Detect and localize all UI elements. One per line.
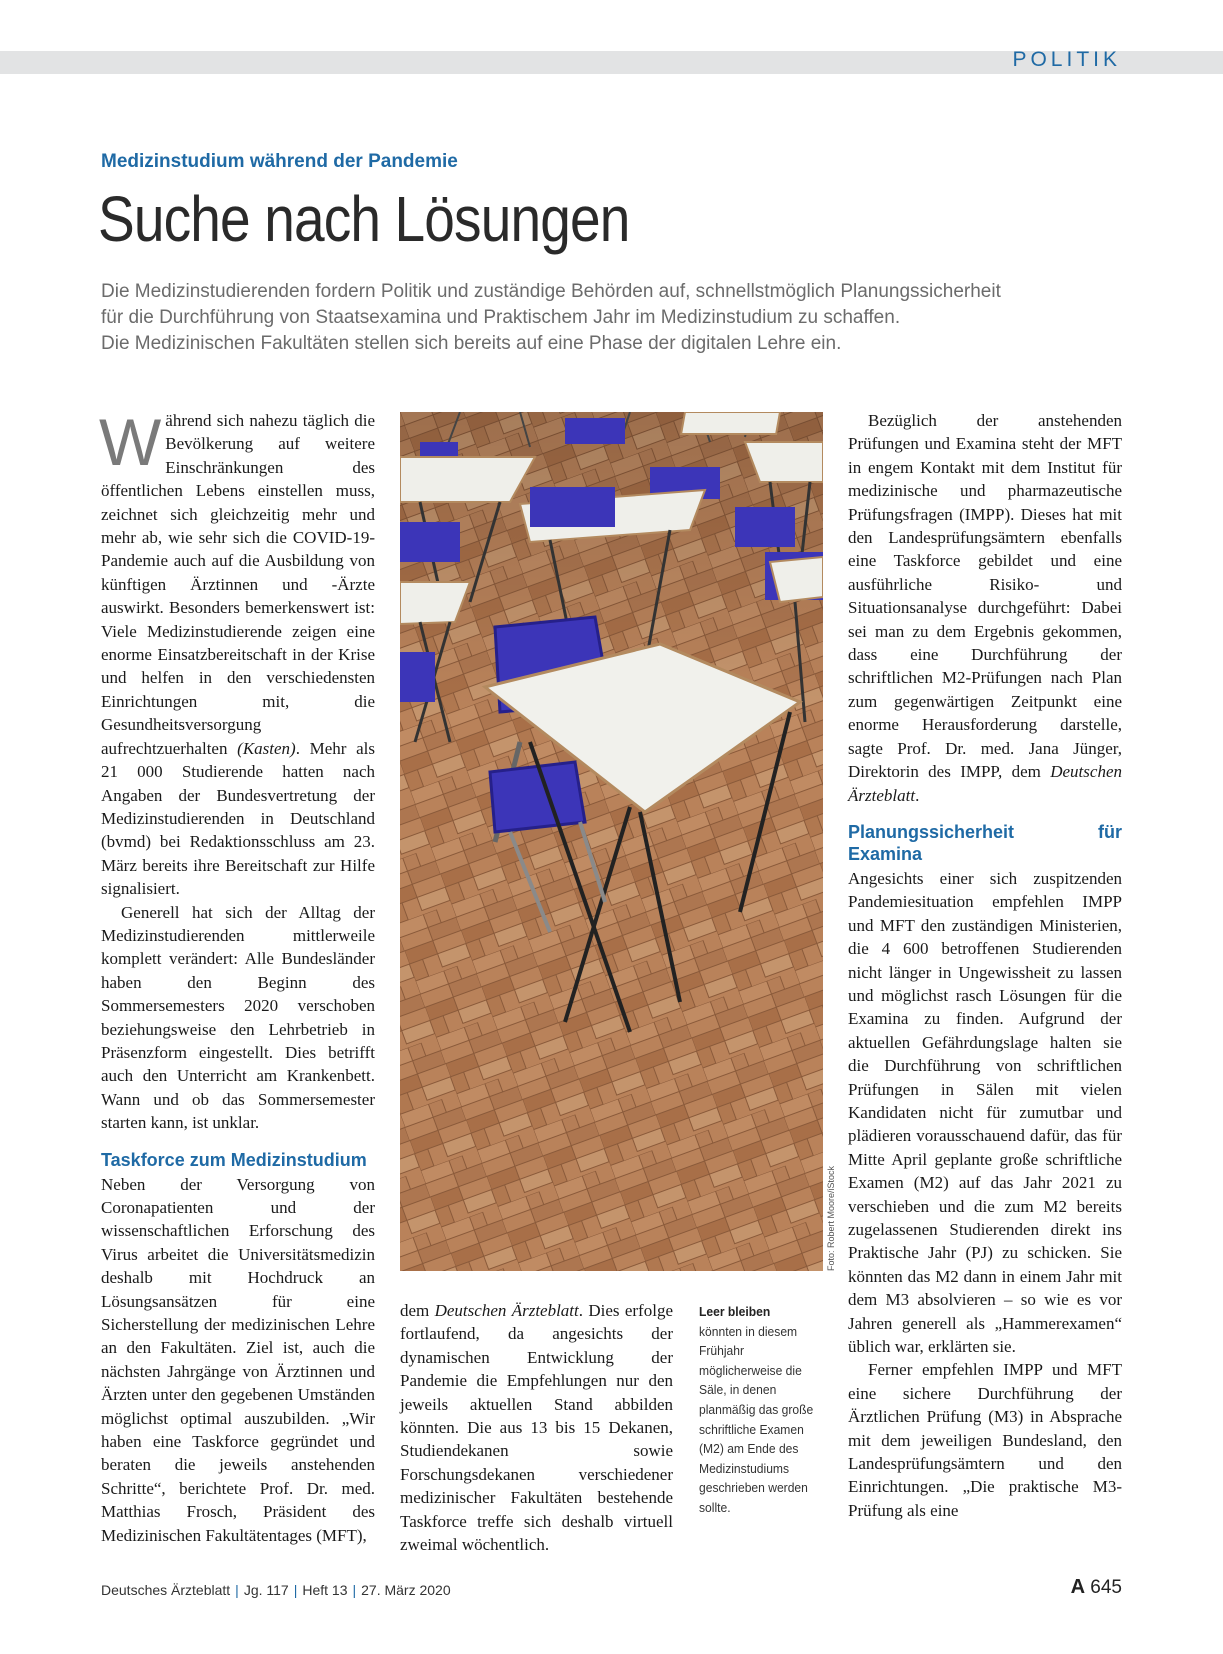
issue-date: 27. März 2020 [361,1582,451,1598]
text-column-1 [99,405,375,1547]
page-footer: Deutsches Ärzteblatt | Jg. 117 | Heft 13 | 27. März 2020 [101,1582,451,1598]
lead-line: Die Medizinischen Fakultäten stellen sich bereits auf eine Phase der digitalen Lehre ein. [101,333,842,354]
drop-cap: W [99,405,162,479]
box-reference: (Kasten) [237,738,296,758]
journal-name: Deutsches Ärzteblatt [101,1582,231,1598]
volume: Jg. 117 [243,1582,289,1598]
paragraph: Angesichts einer sich zuspitzenden Pandemiesituation empfehlen IMPP und MFT den zuständigen Ministerien, die 4 600 betroffenen Studierenden nicht länger in Ungewissheit zu lassen und möglichst rasch Lösungen für die Examina zu finden. Aufgrund der aktuellen Gefährdungslage halten sie die Durchführung von schriftlichen Prüfungen in Sälen mit vielen Kandidaten nicht für zumutbar und plädieren vorausschauend dafür, das für Mitte April geplante große schriftliche Examen (M2) auf das Jahr 2021 zu verschieben und die zum M2 bereits zugelassenen Studierenden direkt ins Praktische Jahr (PJ) zu schicken. Sie könnten das M2 dann in einem Jahr mit dem M3 absolvieren – so wie es vor Jahren generell als „Hammerexamen“ üblich war, erklärten sie. [848,868,1122,1357]
subheading: Taskforce zum Medizinstudium [101,1149,367,1170]
photo-caption: Leer bleiben könnten in diesem Frühjahr möglicherweise die Säle, in denen planmäßig das große schriftliche Examen (M2) am Ende des Medizinstudiums geschrieben werden sollte. [699,1304,814,1515]
article-photo [400,412,823,1271]
lead-line: für die Durchführung von Staatsexamina und Praktischem Jahr im Medizinstudium zu schaffen. [101,307,901,328]
page-number: A 645 [1070,1576,1122,1598]
article-title: Suche nach Lösungen [98,183,630,255]
text-column-2 [400,1299,673,1556]
article-kicker: Medizinstudium während der Pandemie [101,151,458,172]
paragraph: Generell hat sich der Alltag der Medizinstudierenden mittlerweile komplett verändert: Alle Bundesländer haben den Beginn des Sommersemesters 2020 verschoben beziehungsweise den Lehrbetrieb in Präsenzform eingestellt. Dies betrifft auch den Unterricht am Krankenbett. Wann und ob das Sommersemester starten kann, ist unklar. [101,902,375,1133]
caption-lead: Leer bleiben [699,1304,771,1319]
exam-hall-photo-icon [400,412,823,1271]
issue: Heft 13 [302,1582,348,1598]
article-lead [101,279,1111,357]
section-label: POLITIK [1012,48,1121,71]
text-column-3 [848,409,1122,1522]
lead-line: Die Medizinstudierenden fordern Politik und zuständige Behörden auf, schnellstmöglich Planungssicherheit [101,281,1001,302]
paragraph: dem Deutschen Ärzteblatt. Dies erfolge fortlaufend, da angesichts der dynamischen Entwicklung der Pandemie die Empfehlungen nur den jeweils aktuellen Stand abbilden könnten. Die aus 13 bis 15 Dekanen, Studiendekanen sowie Forschungsdekanen verschiedener medizinischer Fakultäten bestehende Taskforce treffe sich deshalb virtuell zweimal wöchentlich. [400,1301,673,1555]
paragraph: Bezüglich der anstehenden Prüfungen und Examina steht der MFT in engem Kontakt mit dem Institut für medizinische und pharmazeutische Prüfungsfragen (IMPP). Dieses hat mit den Landesprüfungsämtern ebenfalls eine Taskforce gebildet und eine ausführliche Risiko- und Situationsanalyse durchgeführt: Dabei sei man zu dem Ergebnis gekommen, dass eine Durchführung der schriftlichen M2-Prüfungen nach Plan zum gegenwärtigen Zeitpunkt eine enorme Herausforderung darstelle, sagte Prof. Dr. med. Jana Jünger, Direktorin des IMPP, dem Deutschen Ärzteblatt. [848,411,1122,805]
paragraph: Neben der Versorgung von Coronapatienten und der wissenschaftlichen Erforschung des Virus arbeitet die Universitätsmedizin deshalb mit Hochdruck an Lösungsansätzen für eine Sicherstellung der medizinischen Lehre an den Fakultäten. Ziel ist, auch die nächsten Jahrgänge von Ärztinnen und Ärzten unter den gegebenen Umständen möglichst optimal auszubilden. „Wir haben eine Taskforce gegründet und beraten die jeweils anstehenden Schritte“, berichtete Prof. Dr. med. Matthias Frosch, Präsident des Medizinischen Fakultätentages (MFT), [101,1174,375,1545]
paragraph: Während sich nahezu täglich die Bevölkerung auf weitere Einschränkungen des öffentlichen Lebens einstellen muss, zeichnet sich gleichzeitig mehr und mehr ab, wie sehr sich die COVID-19-Pandemie auch auf die Ausbildung von künftigen Ärztinnen und -Ärzte auswirkt. Besonders bemerkenswert ist: Viele Medizinstudierende zeigen eine enorme Einsatzbereitschaft in der Krise und helfen in den verschiedensten Einrichtungen mit, die Gesundheitsversorgung aufrechtzuerhalten (Kasten). Mehr als 21 000 Studierende hatten nach Angaben der Bundesvertretung der Medizinstudierenden in Deutschland (bvmd) bei Redaktionsschluss am 23. März bereits ihre Bereitschaft zur Hilfe signalisiert. [99,405,375,899]
subheading: Planungssicherheit für Examina [848,821,1122,864]
paragraph: Ferner empfehlen IMPP und MFT eine sichere Durchführung der Ärztlichen Prüfung (M3) in Absprache mit dem jeweiligen Bundesland, den Landesprüfungsämtern und den Einrichtungen. „Die praktische M3-Prüfung als eine [848,1360,1122,1520]
photo-credit: Foto: Robert Moore/iStock [826,1165,836,1271]
